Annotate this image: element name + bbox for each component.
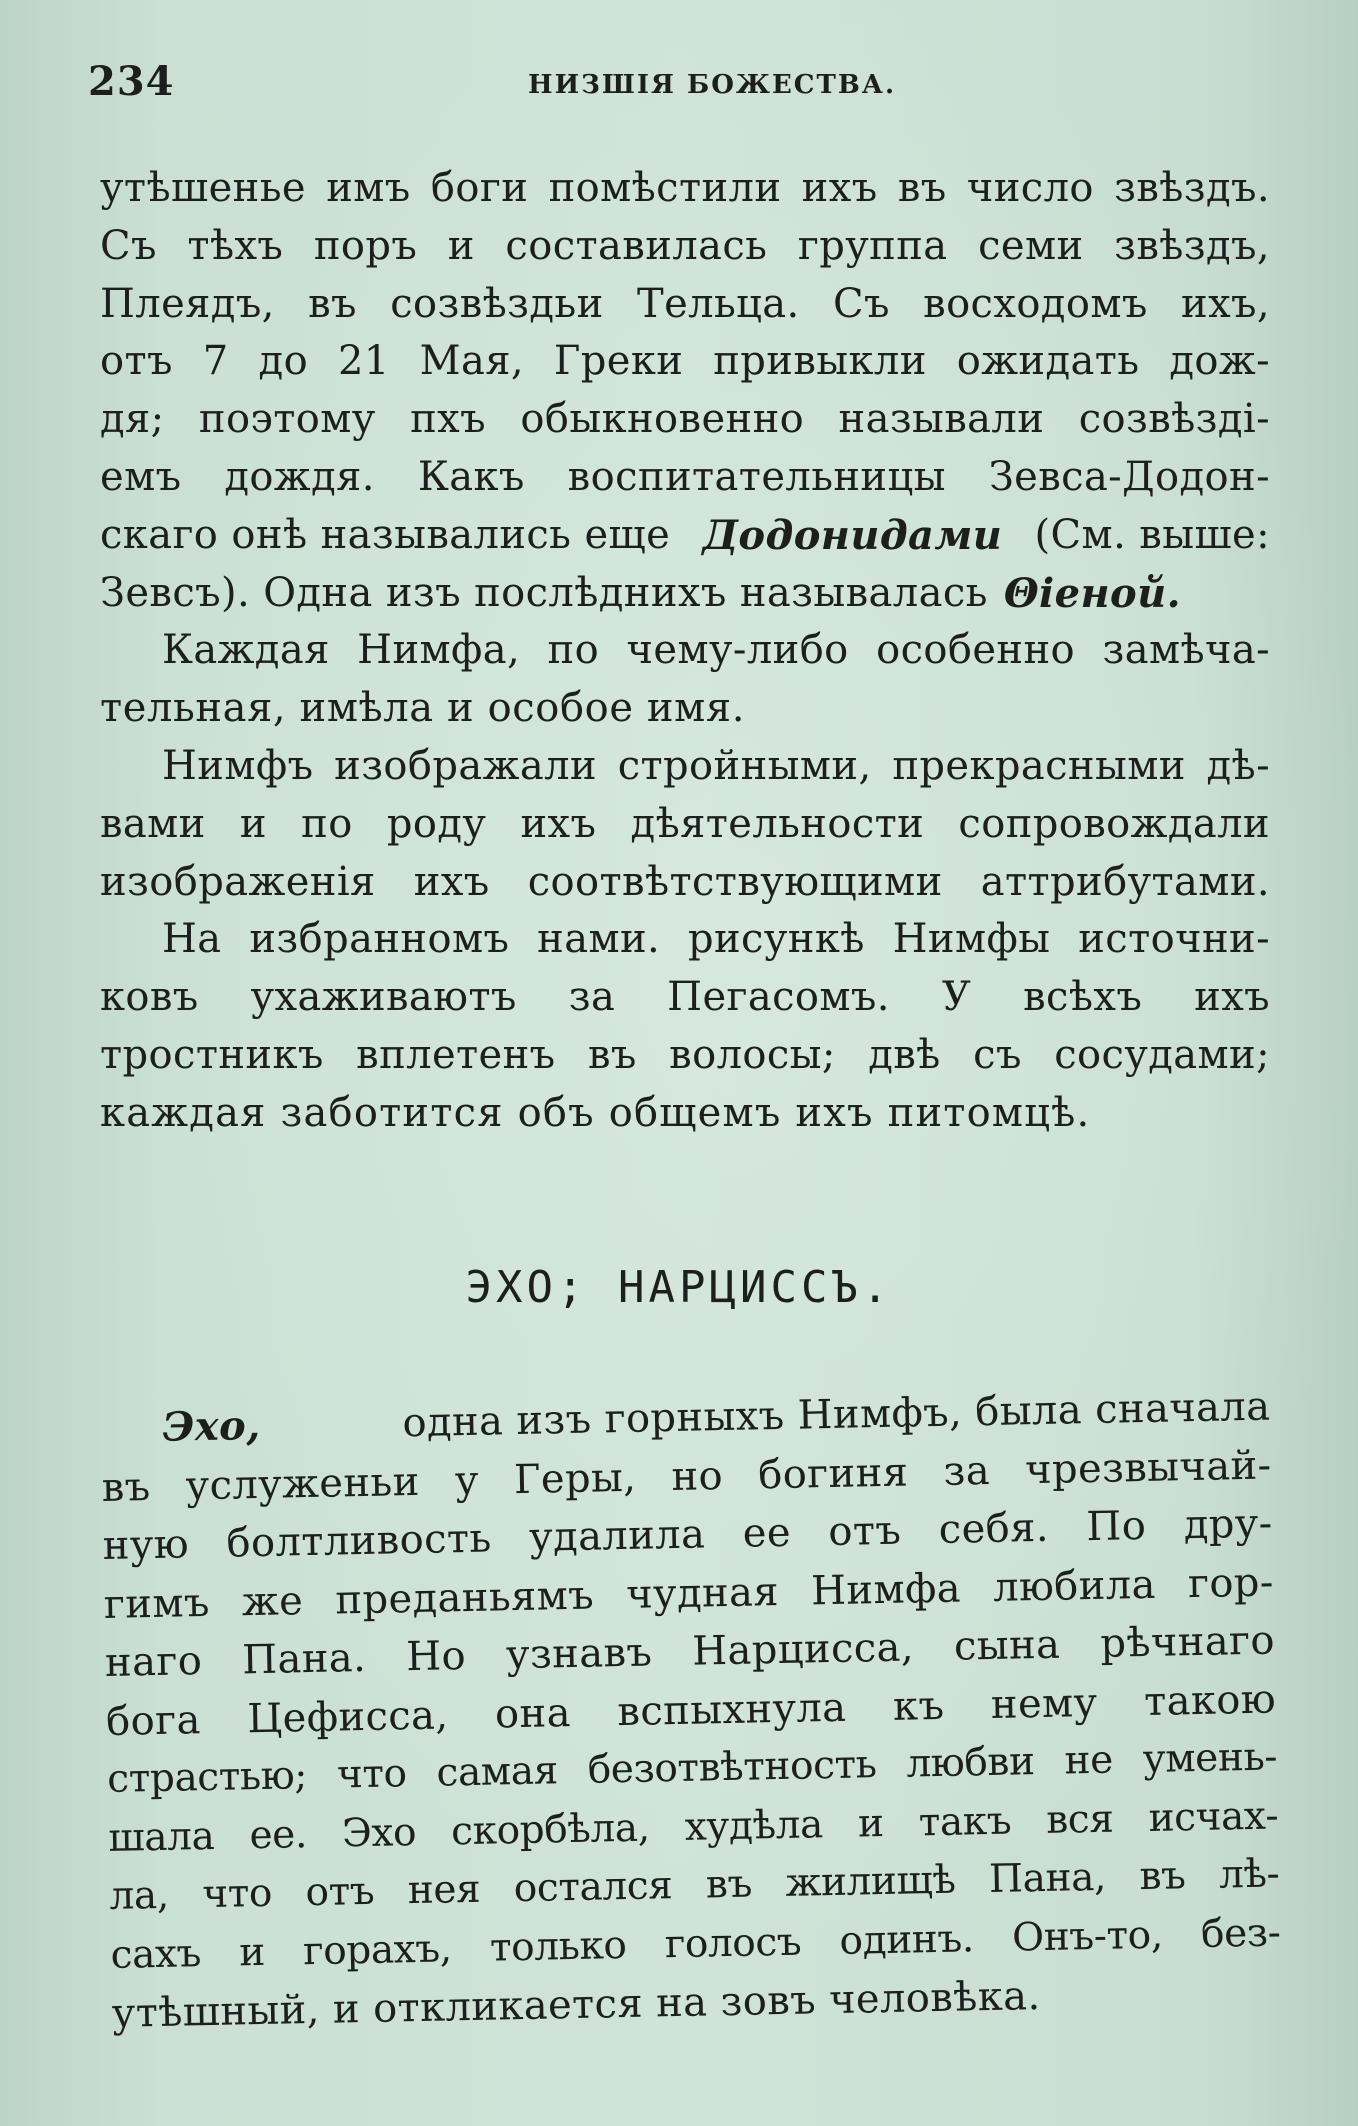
page-header <box>88 58 1268 118</box>
text-line: Каждая Нимфа, по чему-либо особенно замѣча- <box>162 627 1270 674</box>
text-line: шала ее. Эхо скорбѣла, худѣла и такъ вся исчах- <box>107 1792 1279 1861</box>
text-line: въ услуженьи у Геры, но богиня за чрезвычай- <box>101 1442 1272 1511</box>
text-line-mixed <box>100 507 1270 565</box>
text-line: тельная, имѣла и особое имя. <box>100 685 746 732</box>
text-line: гимъ же преданьямъ чудная Нимфа любила гор- <box>103 1559 1275 1628</box>
text-line: бога Цефисса, она вспыхнула къ нему такою <box>105 1675 1277 1745</box>
text-segment: Зевсъ). Одна изъ послѣднихъ называлась <box>100 569 988 616</box>
text-line: отъ 7 до 21 Мая, Греки привыкли ожидать дож- <box>100 338 1270 385</box>
italic-term-echo: Эхо, <box>162 1401 261 1451</box>
text-line: емъ дождя. Какъ воспитательницы Зевса-Додон- <box>100 453 1270 500</box>
text-line: Нимфъ изображали стройными, прекрасными дѣ- <box>162 742 1270 789</box>
text-line: утѣшный, и откликается на зовъ человѣка. <box>111 1973 1041 2037</box>
text-line: На избранномъ нами. рисункѣ Нимфы источни- <box>162 916 1270 963</box>
text-line: ла, что отъ нея остался въ жилищѣ Пана, въ лѣ- <box>109 1851 1280 1919</box>
text-line: дя; поэтому пхъ обыкновенно называли созвѣздi- <box>100 396 1270 443</box>
text-line: ковъ ухаживаютъ за Пегасомъ. У всѣхъ ихъ <box>100 974 1270 1021</box>
italic-term-thiena: Θiеной. <box>1003 569 1181 617</box>
text-line: каждая заботится объ общемъ ихъ питомцѣ. <box>100 1089 1091 1136</box>
text-line: утѣшенье имъ боги помѣстили ихъ въ число звѣздъ. <box>100 165 1270 211</box>
text-segment: (См. выше: <box>1034 511 1270 558</box>
text-block-echo <box>100 1378 1282 2044</box>
text-segment: одна изъ горныхъ Нимфъ, была сначала <box>402 1383 1271 1447</box>
page-number: 234 <box>88 58 175 105</box>
text-block-nymphs <box>100 160 1270 1143</box>
text-segment: скаго онѣ назывались еще <box>100 511 671 558</box>
text-line: сахъ и горахъ, только голосъ одинъ. Онъ-то, без- <box>110 1909 1281 1978</box>
text-line: Плеядъ, въ созвѣздьи Тельца. Съ восходомъ ихъ, <box>100 280 1270 327</box>
paragraph-depiction <box>100 738 1270 911</box>
paragraph-pleiades <box>100 160 1270 622</box>
text-line: страстью; что самая безотвѣтность любви не умень- <box>106 1734 1278 1802</box>
italic-term-dodonids: Додонидами <box>702 511 1003 559</box>
text-line: ную болтливость удалила ее отъ себя. По дру- <box>102 1500 1274 1569</box>
text-line: наго Пана. Но узнавъ Нарцисса, сына рѣчнаго <box>104 1617 1276 1686</box>
text-line: тростникъ вплетенъ въ волосы; двѣ съ сосудами; <box>100 1031 1270 1078</box>
text-line: вами и по роду ихъ дѣятельности сопровождали <box>100 800 1270 847</box>
paragraph-pegasus <box>100 911 1270 1142</box>
text-line: Съ тѣхъ поръ и составилась группа семи звѣздъ, <box>100 222 1270 269</box>
text-line: изображенiя ихъ соотвѣтствующими аттрибутами. <box>100 858 1270 905</box>
section-heading: ЭХО; НАРЦИССЪ. <box>465 1262 893 1313</box>
running-title: НИЗШІЯ БОЖЕСТВА. <box>528 70 897 100</box>
paragraph-special-name <box>100 622 1270 738</box>
text-line-mixed <box>100 565 1270 623</box>
